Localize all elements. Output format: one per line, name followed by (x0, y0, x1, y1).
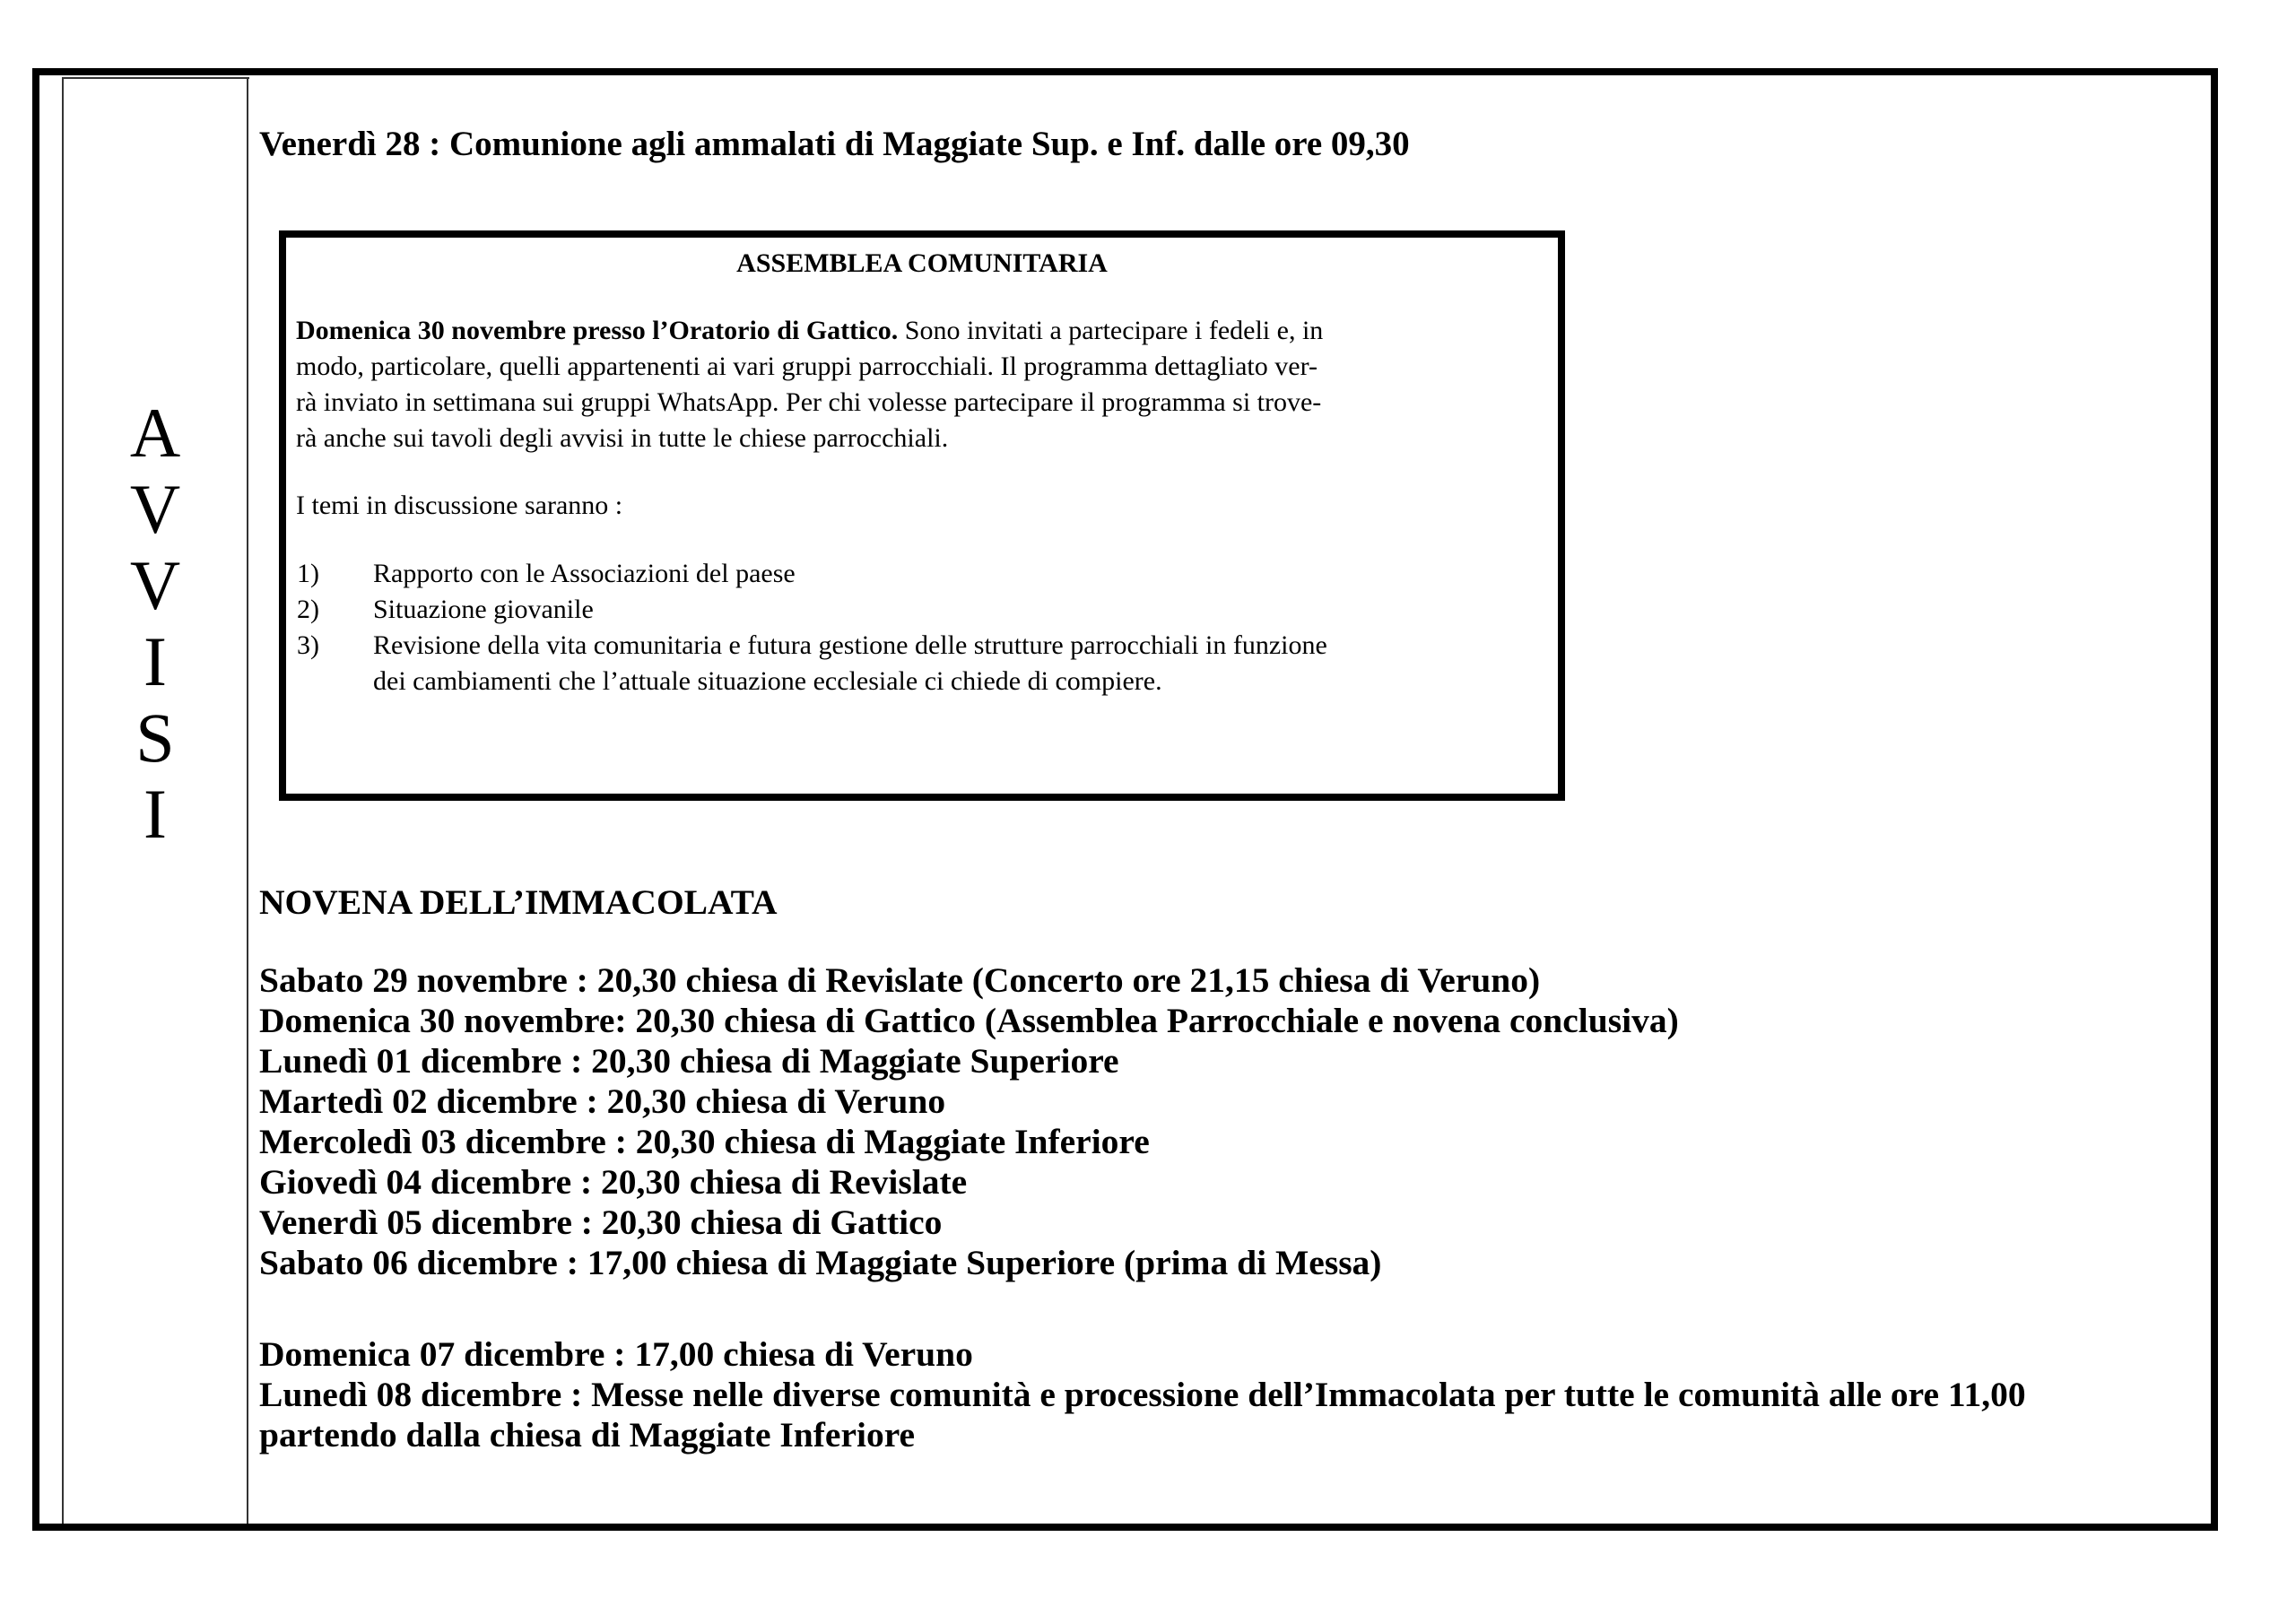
sidebar-letter: I (144, 775, 167, 853)
novena-schedule-item: Domenica 30 novembre: 20,30 chiesa di Gattico (Assemblea Parrocchiale e novena conclusiva) (259, 1001, 1679, 1040)
topic-number: 1) (297, 559, 319, 588)
assembly-paragraph-line (296, 316, 1323, 346)
assembly-title: ASSEMBLEA COMUNITARIA (736, 248, 1108, 278)
novena-schedule-item: Sabato 06 dicembre : 17,00 chiesa di Maggiate Superiore (prima di Messa) (259, 1243, 1382, 1282)
topic-text: dei cambiamenti che l’attuale situazione ecclesiale ci chiede di compiere. (373, 666, 1162, 696)
novena-title: NOVENA DELL’IMMACOLATA (259, 882, 778, 922)
sidebar-label-avvisi (63, 395, 248, 852)
novena-after-item: Lunedì 08 dicembre : Messe nelle diverse comunità e processione dell’Immacolata per tutte le comunità alle ore 11,00 (259, 1375, 2026, 1414)
sidebar-top-rule (62, 77, 249, 79)
topic-text: Rapporto con le Associazioni del paese (373, 559, 796, 588)
assembly-paragraph-line: modo, particolare, quelli appartenenti ai vari gruppi parrocchiali. Il programma dettagliato ver- (296, 352, 1318, 381)
novena-schedule-item: Mercoledì 03 dicembre : 20,30 chiesa di Maggiate Inferiore (259, 1122, 1150, 1161)
topic-text: Revisione della vita comunitaria e futura gestione delle strutture parrocchiali in funzione (373, 630, 1327, 660)
novena-after-item: partendo dalla chiesa di Maggiate Inferiore (259, 1415, 916, 1455)
topics-intro: I temi in discussione saranno : (296, 491, 623, 520)
sidebar-letter: V (129, 470, 181, 548)
novena-schedule-item: Giovedì 04 dicembre : 20,30 chiesa di Revislate (259, 1162, 968, 1202)
sidebar-letter: S (135, 699, 175, 777)
announcement-communion: Venerdì 28 : Comunione agli ammalati di Maggiate Sup. e Inf. dalle ore 09,30 (259, 125, 1410, 163)
novena-schedule-item: Martedì 02 dicembre : 20,30 chiesa di Veruno (259, 1081, 946, 1121)
assembly-paragraph-line: rà anche sui tavoli degli avvisi in tutte le chiese parrocchiali. (296, 423, 949, 453)
assembly-paragraph-line: rà inviato in settimana sui gruppi WhatsApp. Per chi volesse partecipare il programma si trove- (296, 387, 1322, 417)
topic-number: 2) (297, 595, 319, 624)
sidebar-letter: V (129, 546, 181, 624)
novena-schedule-item: Lunedì 01 dicembre : 20,30 chiesa di Maggiate Superiore (259, 1041, 1119, 1081)
novena-schedule-item: Sabato 29 novembre : 20,30 chiesa di Revislate (Concerto ore 21,15 chiesa di Veruno) (259, 960, 1541, 1000)
topic-number: 3) (297, 630, 319, 660)
sidebar-letter: I (144, 622, 167, 700)
novena-schedule-item: Venerdì 05 dicembre : 20,30 chiesa di Gattico (259, 1203, 943, 1242)
novena-after-item: Domenica 07 dicembre : 17,00 chiesa di Veruno (259, 1334, 973, 1374)
sidebar-letter: A (129, 394, 181, 472)
assembly-intro-bold: Domenica 30 novembre presso l’Oratorio di Gattico. (296, 316, 899, 345)
assembly-body-text: Sono invitati a partecipare i fedeli e, in (898, 316, 1324, 345)
topic-text: Situazione giovanile (373, 595, 594, 624)
